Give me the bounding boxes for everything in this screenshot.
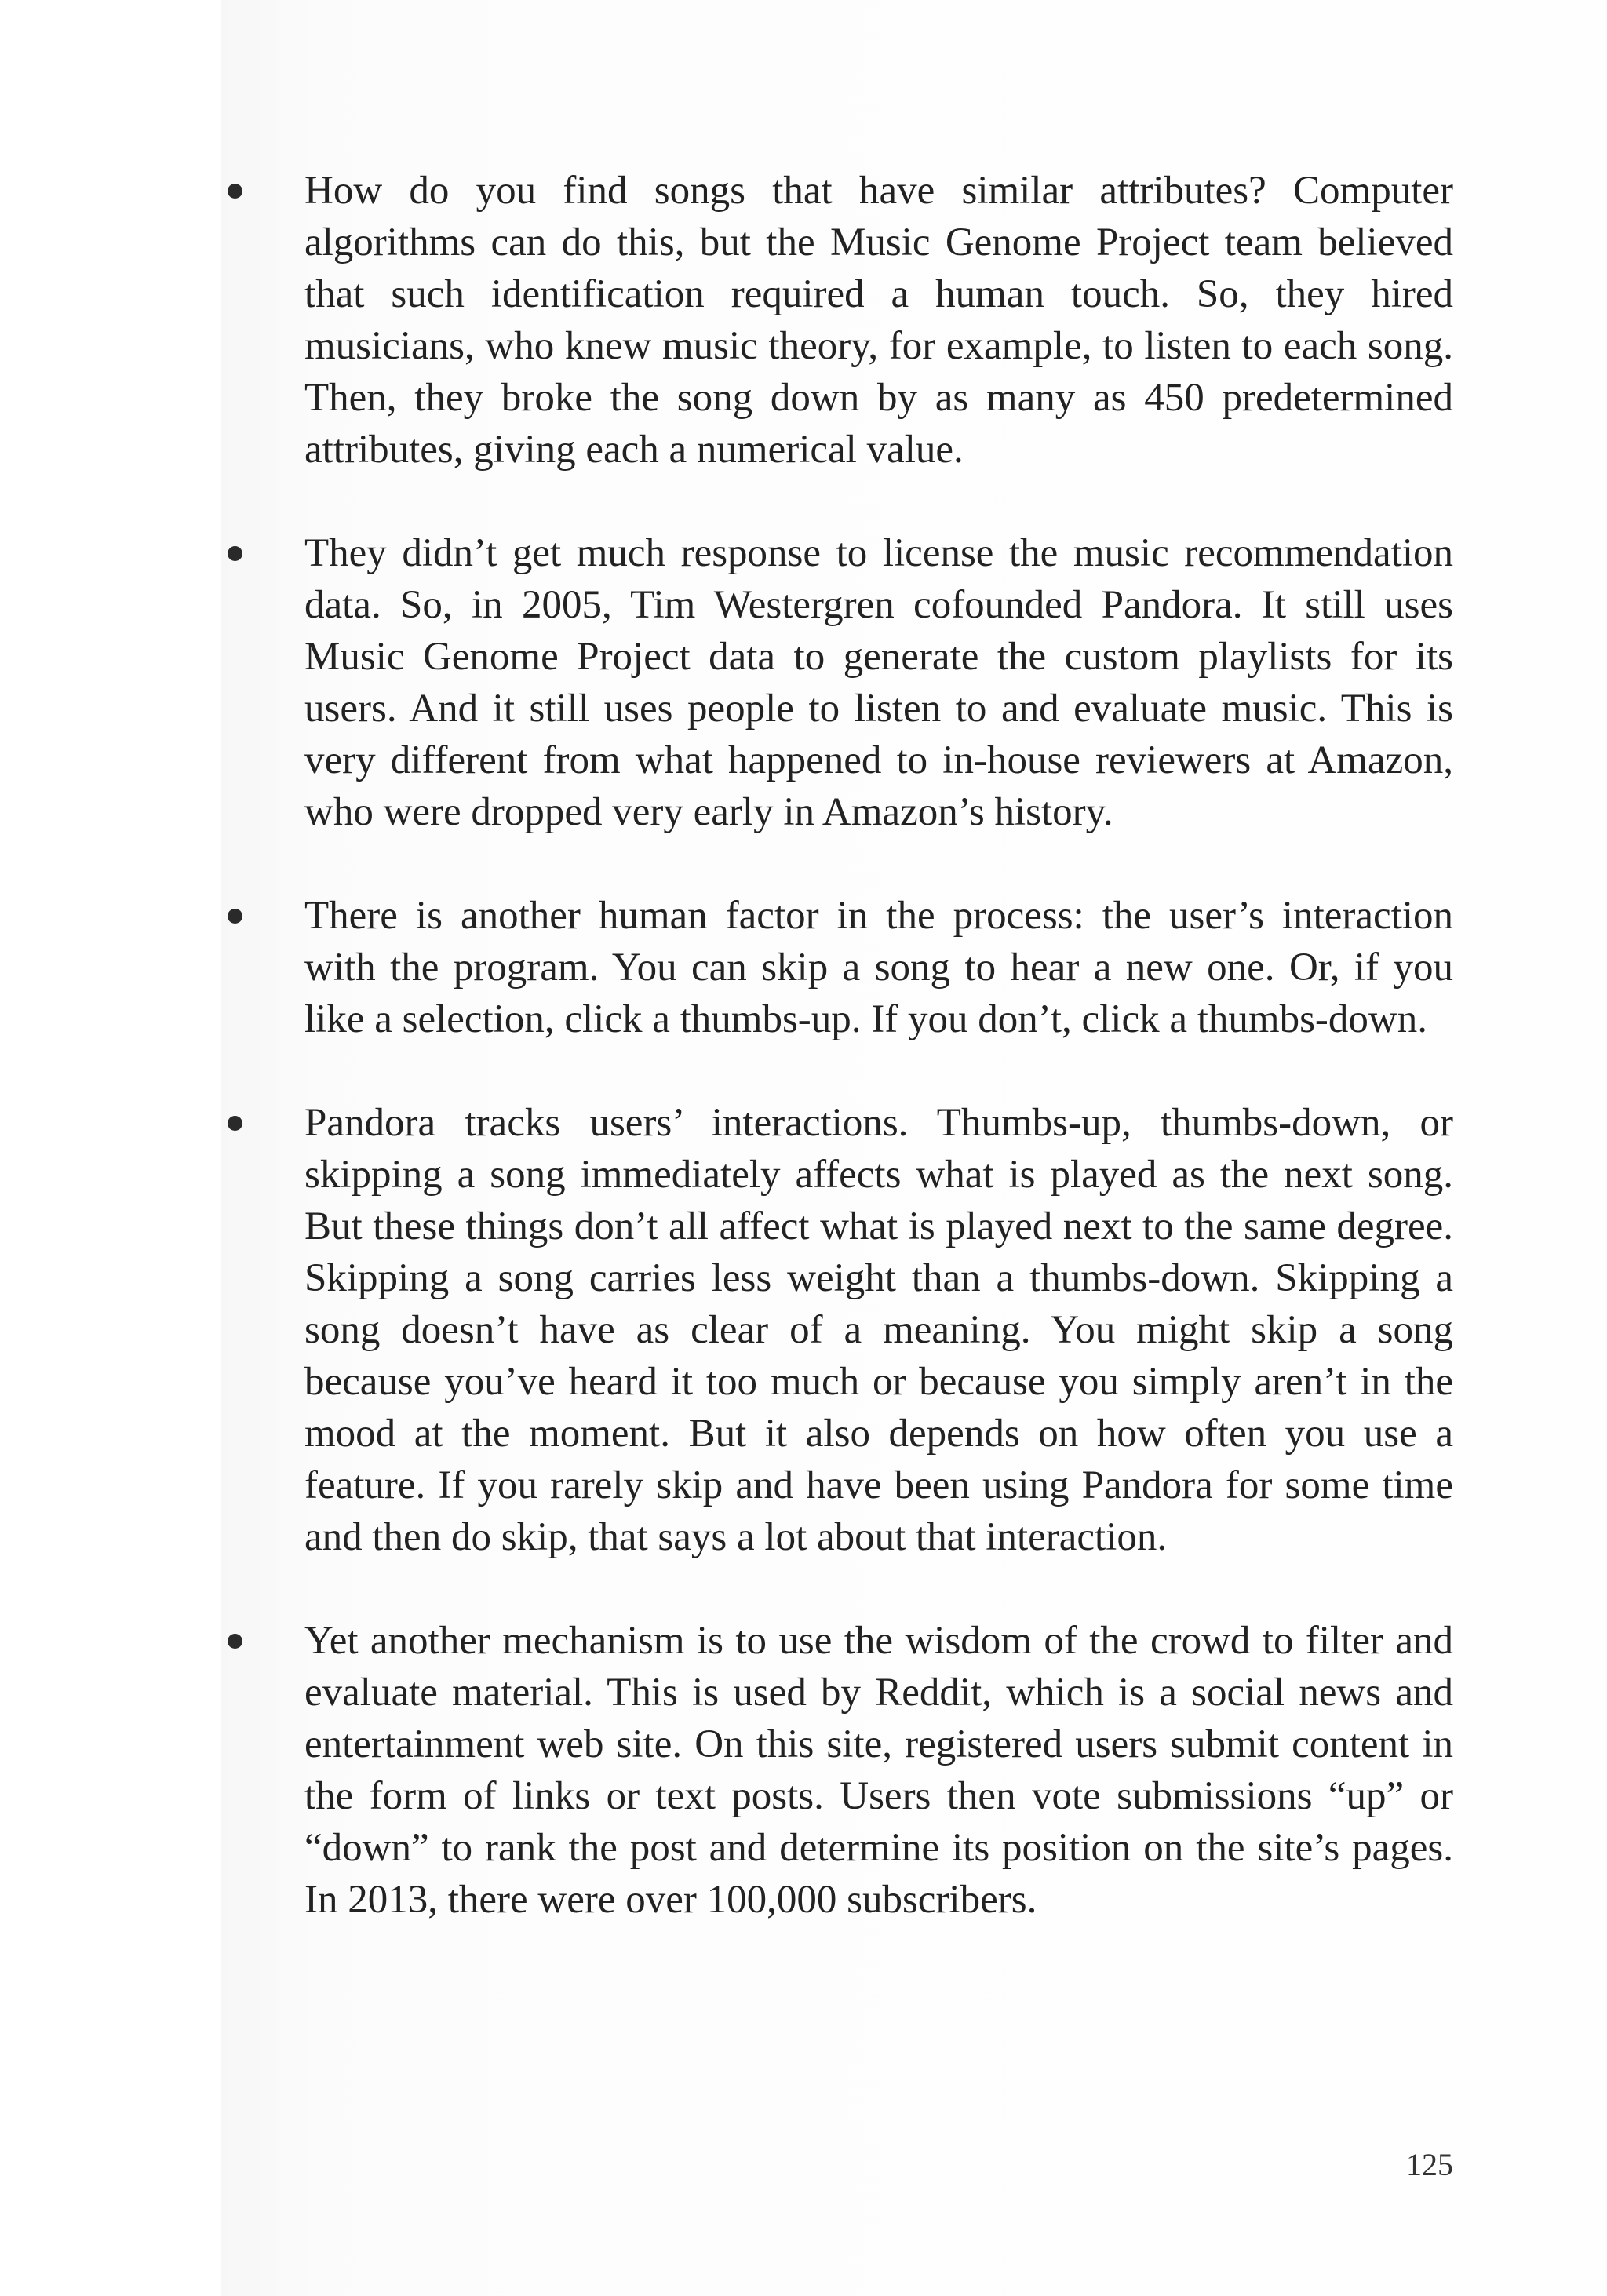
bullet-icon: [228, 1634, 242, 1649]
list-item: [221, 165, 1453, 476]
bullet-icon: [228, 184, 242, 199]
bullet-list: [221, 165, 1453, 1977]
list-item: [221, 527, 1453, 838]
list-item-text: Yet another mechanism is to use the wisdom of the crowd to filter and evaluate material. This is used by Reddit, which is a social news and entertainment web site. On this site, registered users submit content in the form of links or text posts. Users then vote submissions “up” or “down” to rank the post and determine its position on the site’s pages. In 2013, there were over 100,000 subscribers.: [304, 1619, 1453, 1922]
list-item: [221, 1615, 1453, 1926]
list-item: [221, 890, 1453, 1045]
list-item-text: How do you find songs that have similar attributes? Computer algorithms can do this, but the Music Genome Project team believed that such identification required a human touch. So, they hired musicians, who knew music theory, for example, to listen to each song. Then, they broke the song down by as many as 450 predetermined attributes, giving each a numerical value.: [304, 169, 1453, 472]
list-item-text: They didn’t get much response to license the music recommendation data. So, in 2005, Tim Westergren cofounded Pandora. It still uses Music Genome Project data to generate the custom playlists for its users. And it still uses people to listen to and evaluate music. This is very different from what happened to in-house reviewers at Amazon, who were dropped very early in Amazon’s history.: [304, 531, 1453, 834]
list-item-text: Pandora tracks users’ interactions. Thumbs-up, thumbs-down, or skipping a song immediately affects what is played as the next song. But these things don’t all affect what is played next to the same degree. Skipping a song carries less weight than a thumbs-down. Skipping a song doesn’t have as clear of a meaning. You might skip a song because you’ve heard it too much or because you simply aren’t in the mood at the moment. But it also depends on how often you use a feature. If you rarely skip and have been using Pandora for some time and then do skip, that says a lot about that interaction.: [304, 1101, 1453, 1559]
bullet-icon: [228, 909, 242, 924]
list-item: [221, 1097, 1453, 1563]
bullet-icon: [228, 546, 242, 561]
list-item-text: There is another human factor in the process: the user’s interaction with the program. You can skip a song to hear a new one. Or, if you like a selection, click a thumbs-up. If you don’t, click a thumbs-down.: [304, 894, 1453, 1041]
page-number: 125: [1406, 2147, 1453, 2182]
bullet-icon: [228, 1116, 242, 1131]
